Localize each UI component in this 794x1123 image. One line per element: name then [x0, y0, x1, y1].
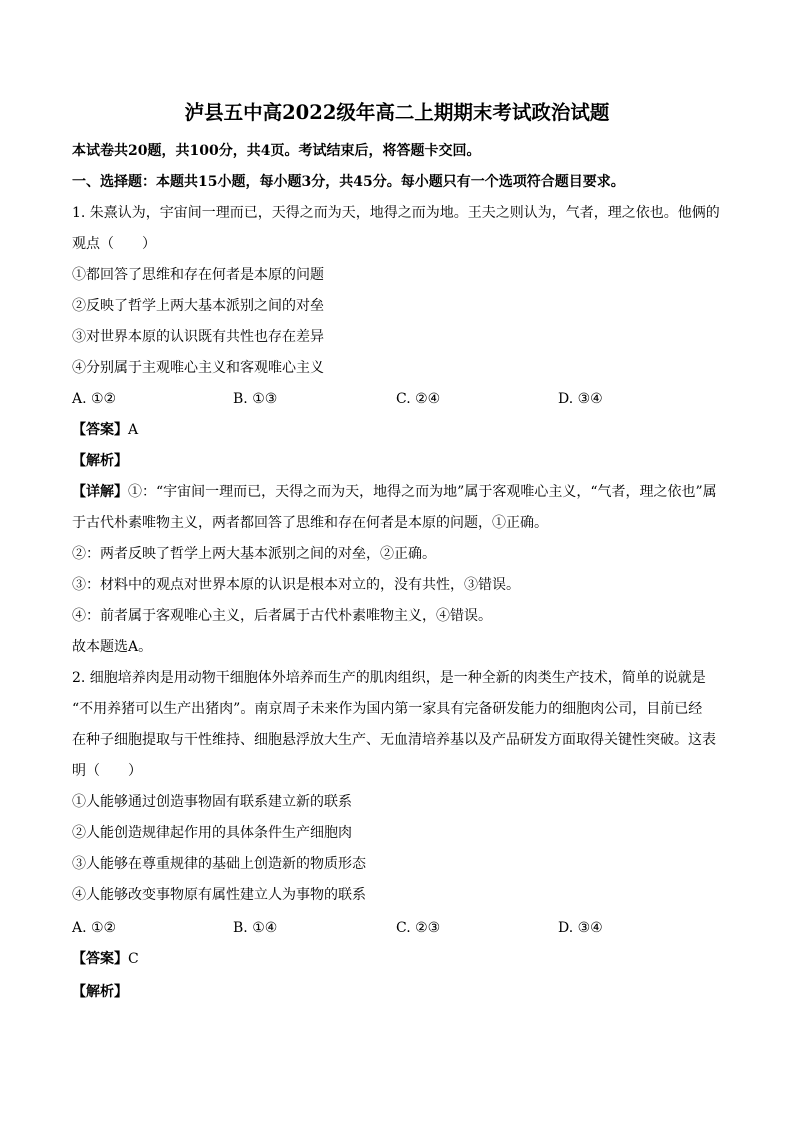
- statement-item: ④分别属于主观唯心主义和客观唯心主义: [72, 360, 324, 376]
- option-d: D. ③④: [558, 920, 603, 936]
- statement-item: ④人能够改变事物原有属性建立人为事物的联系: [72, 887, 366, 903]
- statement-item: ①都回答了思维和存在何者是本原的问题: [72, 267, 324, 283]
- detail-line: [72, 482, 717, 502]
- conclusion-line: 故本题选A。: [72, 639, 153, 655]
- statement-item: ①人能够通过创造事物固有联系建立新的联系: [72, 794, 352, 810]
- detail-line: ③：材料中的观点对世界本原的认识是根本对立的，没有共性，③错误。: [72, 577, 520, 593]
- question-stem: 1. 朱熹认为，宇宙间一理而已，天得之而为天，地得之而为地。王夫之则认为，气者，理之依也。他俩的: [72, 205, 720, 221]
- detail-line: ④：前者属于客观唯心主义，后者属于古代朴素唯物主义，④错误。: [72, 608, 492, 624]
- answer-value: A: [128, 422, 139, 438]
- section-heading: 一、选择题：本题共15小题，每小题3分，共45分。每小题只有一个选项符合题目要求。: [72, 174, 625, 190]
- statement-item: ③对世界本原的认识既有共性也存在差异: [72, 329, 324, 345]
- question-stem: 明（ ）: [72, 763, 142, 779]
- statement-item: ②反映了哲学上两大基本派别之间的对垒: [72, 298, 324, 314]
- exam-intro: 本试卷共20题，共100分，共4页。考试结束后，将答题卡交回。: [72, 143, 481, 159]
- option-b: B. ①④: [233, 920, 278, 936]
- option-c: C. ②④: [396, 391, 441, 407]
- detail-tag: 【详解】: [72, 484, 128, 500]
- analysis-tag: 【解析】: [72, 453, 128, 469]
- statement-item: ③人能够在尊重规律的基础上创造新的物质形态: [72, 856, 366, 872]
- option-a: A. ①②: [72, 920, 117, 936]
- question-stem: 2. 细胞培养肉是用动物干细胞体外培养而生产的肌肉组织，是一种全新的肉类生产技术，简单的说就是: [72, 670, 706, 686]
- analysis-tag: 【解析】: [72, 984, 128, 1000]
- page-title: 泸县五中高2022级年高二上期期末考试政治试题: [184, 101, 610, 124]
- answer-tag: 【答案】: [72, 951, 128, 967]
- answer-line: [72, 949, 139, 969]
- question-stem: 在种子细胞提取与干性维持、细胞悬浮放大生产、无血清培养基以及产品研发方面取得关键性突破。这表: [72, 732, 716, 748]
- option-a: A. ①②: [72, 391, 117, 407]
- option-c: C. ②③: [396, 920, 441, 936]
- detail-text: ①：“宇宙间一理而已，天得之而为天，地得之而为地”属于客观唯心主义，“气者，理之依也”属: [128, 484, 717, 500]
- answer-tag: 【答案】: [72, 422, 128, 438]
- statement-item: ②人能创造规律起作用的具体条件生产细胞肉: [72, 825, 352, 841]
- detail-line: ②：两者反映了哲学上两大基本派别之间的对垒，②正确。: [72, 546, 436, 562]
- answer-value: C: [128, 951, 139, 967]
- option-b: B. ①③: [233, 391, 278, 407]
- detail-line: 于古代朴素唯物主义，两者都回答了思维和存在何者是本原的问题，①正确。: [72, 515, 548, 531]
- question-stem: “不用养猪可以生产出猪肉”。南京周子未来作为国内第一家具有完备研发能力的细胞肉公司，目前已经: [72, 701, 703, 717]
- question-stem: 观点（ ）: [72, 236, 156, 252]
- option-d: D. ③④: [558, 391, 603, 407]
- answer-line: [72, 420, 138, 440]
